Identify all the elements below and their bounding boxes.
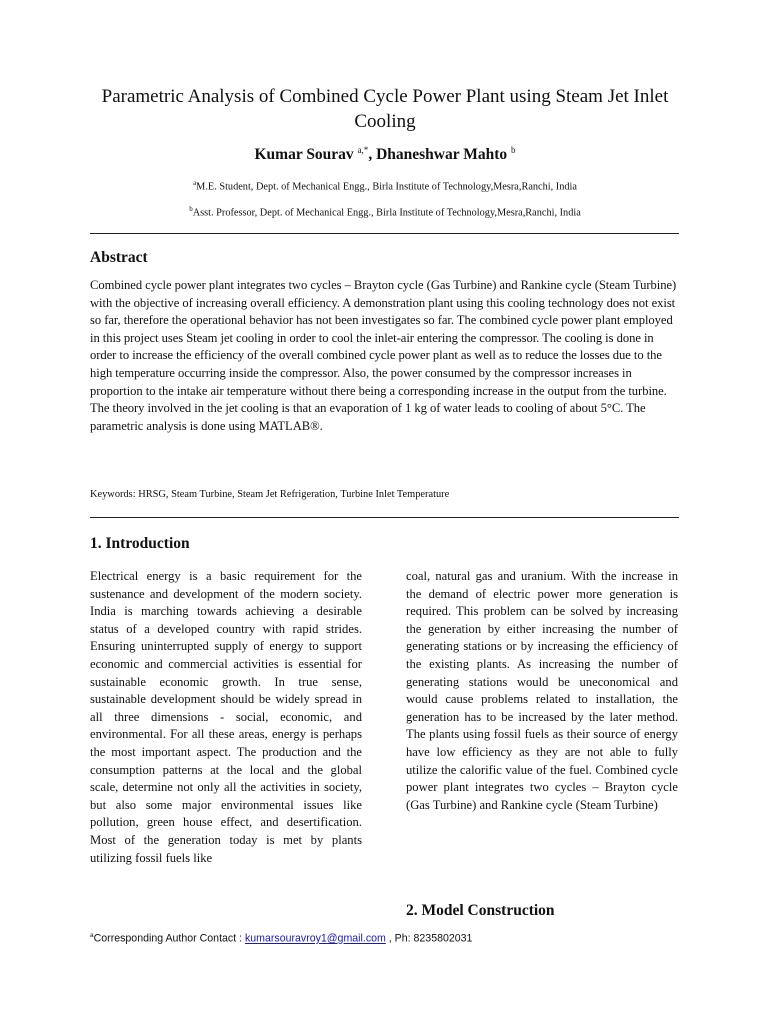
- affiliation-mark: b: [189, 205, 193, 213]
- author-name: Dhaneshwar Mahto: [376, 146, 508, 164]
- author-email-link[interactable]: kumarsouravroy1@gmail.com: [244, 932, 386, 945]
- author-mark: a,*: [357, 145, 369, 155]
- affiliation-text: Asst. Professor, Dept. of Mechanical Engg., Birla Institute of Technology,Mesra,Ranchi, India: [192, 207, 581, 219]
- abstract-heading: Abstract: [90, 249, 148, 266]
- footnote-phone: , Ph: 8235802031: [385, 932, 473, 945]
- affiliation-a: [90, 179, 680, 192]
- author-separator: ,: [368, 146, 377, 164]
- introduction-column-left: Electrical energy is a basic requirement for the sustenance and development of the modern society. India is marching towards achieving a desirable status of a developed country with rapid strides. Ensuring uninterrupted supply of energy to support economic and commercial activities is essential for sustainable economic growth. In true sense, sustainable development should be widely spread in all three dimensions - social, economic, and environmental. For all these areas, energy is perhaps the most important aspect. The production and the consumption patterns at the local and the global scale, determine not only all the activities in society, but also some major environmental issues like pollution, green house effect, and desertification. Most of the generation today is met by plants utilizing fossil fuels like: [90, 569, 362, 865]
- introduction-heading: 1. Introduction: [90, 535, 190, 552]
- author-mark: b: [510, 145, 516, 155]
- affiliation-text: M.E. Student, Dept. of Mechanical Engg., Birla Institute of Technology,Mesra,Ranchi, India: [196, 181, 577, 193]
- abstract-divider: [90, 517, 679, 518]
- keywords-line: Keywords: HRSG, Steam Turbine, Steam Jet Refrigeration, Turbine Inlet Temperature: [90, 489, 450, 500]
- footnote-prefix: Corresponding Author Contact :: [93, 932, 245, 945]
- paper-title: Parametric Analysis of Combined Cycle Power Plant using Steam Jet Inlet Cooling: [101, 86, 669, 132]
- header-divider: [90, 233, 679, 234]
- affiliation-b: [90, 205, 680, 218]
- author-name: Kumar Sourav: [254, 146, 354, 164]
- corresponding-author-footnote: [90, 932, 690, 945]
- affiliation-mark: a: [193, 179, 197, 187]
- footnote-mark: a: [90, 932, 94, 939]
- abstract-body: Combined cycle power plant integrates two cycles – Brayton cycle (Gas Turbine) and Rankine cycle (Steam Turbine) with the objective of increasing overall efficiency. A demonstration plant using this cooling technology does not exist so far, therefore the operational behavior has not been investigates so far. The combined cycle power plant employed in this project uses Steam jet cooling in order to cool the inlet-air entering the compressor. The cooling is done in order to increase the efficiency of the overall combined cycle power plant as well as to reduce the losses due to the high temperature occurring inside the compressor. Also, the power consumed by the compressor increases in proportion to the intake air temperature without there being a corresponding increase in the output from the turbine. The theory involved in the jet cooling is that an evaporation of 1 kg of water leads to cooling of about 5°C. The parametric analysis is done using MATLAB®.: [90, 278, 677, 433]
- introduction-column-right: coal, natural gas and uranium. With the increase in the demand of electric power more generation is required. This problem can be solved by increasing the generation by either increasing the number of generating stations or by increasing the efficiency of the existing plants. As increasing the number of generating stations would be uneconomical and would cause problems related to installation, the generation has to be increased by the later method. The plants using fossil fuels as their source of energy have low efficiency as they are not able to fully utilize the calorific value of the fuel. Combined cycle power plant integrates two cycles – Brayton cycle (Gas Turbine) and Rankine cycle (Steam Turbine): [406, 569, 678, 812]
- author-line: [90, 145, 680, 164]
- model-construction-heading: 2. Model Construction: [406, 902, 555, 919]
